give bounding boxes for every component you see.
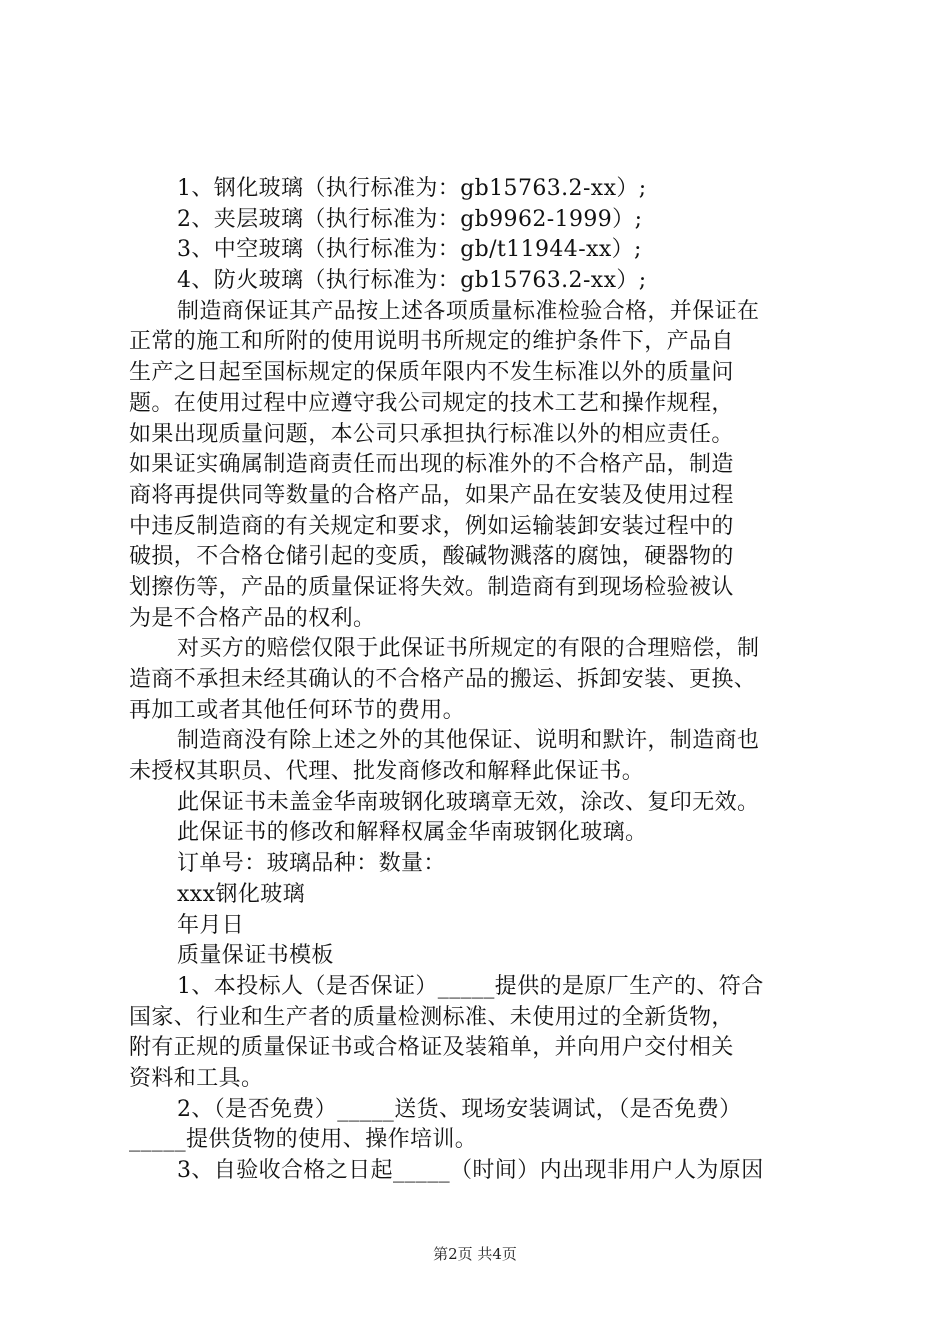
text-line: 年月日 [177, 912, 245, 938]
text-line: 造商不承担未经其确认的不合格产品的搬运、拆卸安装、更换、 [129, 667, 757, 692]
text-line: 商将再提供同等数量的合格产品，如果产品在安装及使用过程 [129, 482, 734, 508]
text-line: 附有正规的质量保证书或合格证及装箱单，并向用户交付相关 [129, 1035, 734, 1061]
text-line: 制造商保证其产品按上述各项质量标准检验合格，并保证在 [177, 298, 760, 324]
text-line: 订单号：玻璃品种：数量： [177, 851, 446, 877]
text-line: 对买方的赔偿仅限于此保证书所规定的有限的合理赔偿，制 [177, 636, 760, 662]
text-line: xxx钢化玻璃 [177, 881, 306, 907]
text-line: 题。在使用过程中应遵守我公司规定的技术工艺和操作规程， [129, 390, 734, 416]
page-footer [0, 1243, 950, 1264]
text-line: 2、（是否免费）_____送货、现场安装调试，（是否免费） [177, 1096, 742, 1122]
text-line: 正常的施工和所附的使用说明书所规定的维护条件下，产品自 [129, 329, 734, 355]
document-body [129, 174, 855, 1187]
text-line: 未授权其职员、代理、批发商修改和解释此保证书。 [129, 759, 645, 785]
text-line: 再加工或者其他任何环节的费用。 [129, 697, 466, 723]
text-line: 1、本投标人（是否保证）_____提供的是原厂生产的、符合 [177, 973, 764, 999]
text-line: 生产之日起至国标规定的保质年限内不发生标准以外的质量问 [129, 360, 734, 386]
text-line: 国家、行业和生产者的质量检测标准、未使用过的全新货物， [129, 1004, 734, 1030]
page-number-label: 第2页 共4页 [433, 1245, 517, 1263]
text-line: 4、防火玻璃（执行标准为：gb15763.2-xx）; [177, 268, 647, 294]
text-line: 1、钢化玻璃（执行标准为：gb15763.2-xx）; [177, 176, 647, 201]
text-line: 此保证书未盖金华南玻钢化玻璃章无效，涂改、复印无效。 [177, 789, 760, 815]
text-line: 3、中空玻璃（执行标准为：gb/t11944-xx）; [177, 237, 642, 263]
text-line: 为是不合格产品的权利。 [129, 605, 376, 631]
text-line: 破损，不合格仓储引起的变质，酸碱物溅落的腐蚀，硬器物的 [129, 544, 734, 570]
text-line: 3、自验收合格之日起_____（时间）内出现非用户人为原因 [177, 1158, 764, 1183]
text-line: 中违反制造商的有关规定和要求，例如运输装卸安装过程中的 [129, 513, 734, 539]
text-line: 划擦伤等，产品的质量保证将失效。制造商有到现场检验被认 [129, 574, 734, 600]
text-line: 此保证书的修改和解释权属金华南玻钢化玻璃。 [177, 820, 648, 846]
text-line: _____提供货物的使用、操作培训。 [129, 1127, 478, 1153]
text-line: 质量保证书模板 [177, 943, 334, 969]
text-line: 资料和工具。 [129, 1065, 264, 1091]
text-line: 2、夹层玻璃（执行标准为：gb9962-1999）; [177, 206, 643, 232]
text-line: 制造商没有除上述之外的其他保证、说明和默许，制造商也 [177, 728, 760, 754]
text-line: 如果证实确属制造商责任而出现的标准外的不合格产品，制造 [129, 452, 734, 478]
text-line: 如果出现质量问题，本公司只承担执行标准以外的相应责任。 [129, 421, 734, 447]
